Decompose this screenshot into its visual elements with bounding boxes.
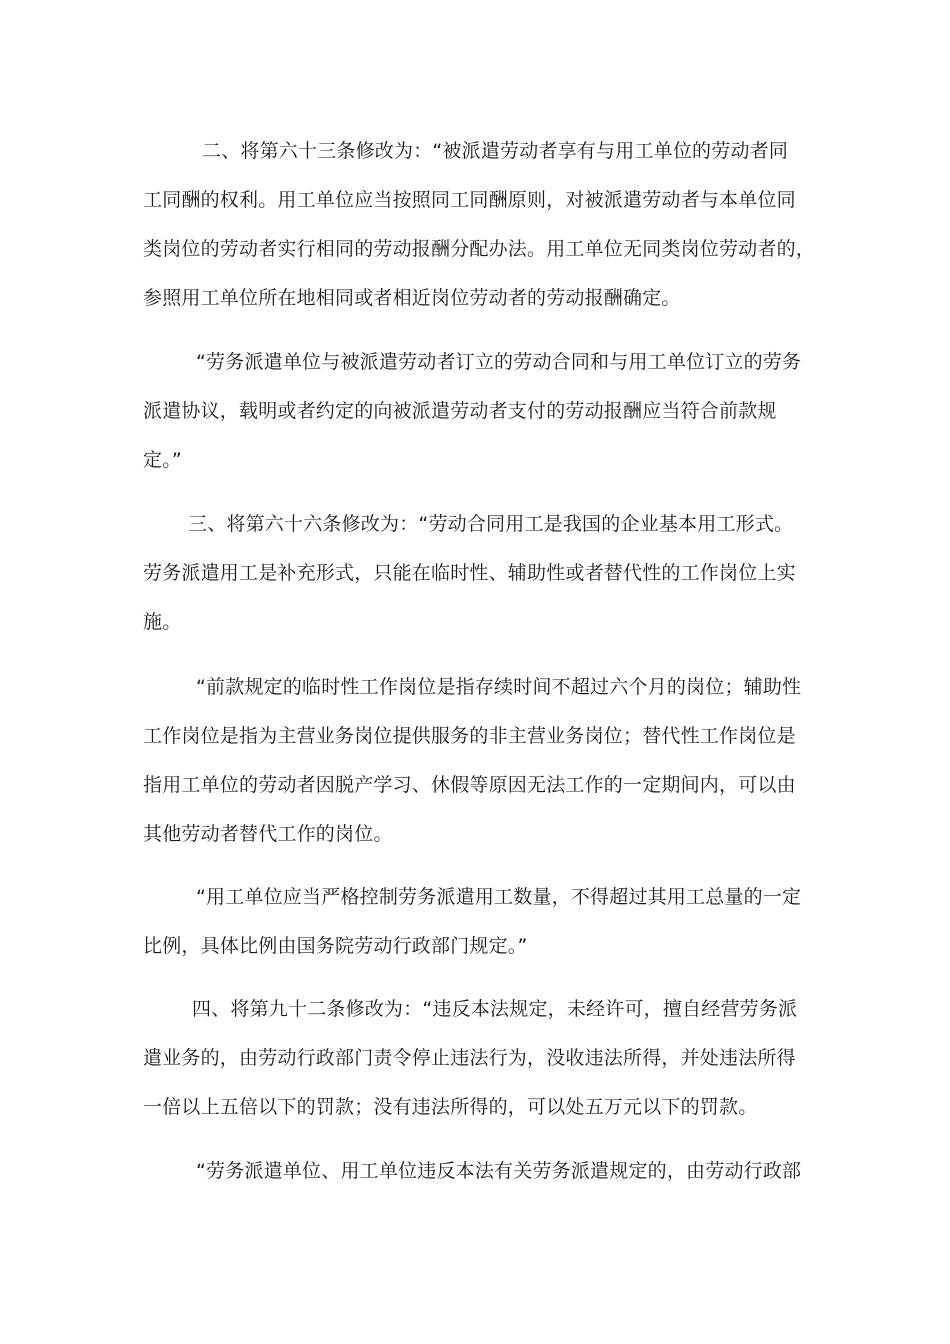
text-line: 一倍以上五倍以下的罚款；没有违法所得的，可以处五万元以下的罚款。 [143,1096,758,1118]
text-line: “劳务派遣单位、用工单位违反本法有关劳务派遣规定的，由劳动行政部 [196,1160,802,1182]
paragraph-position-definitions [143,663,823,859]
text-line: 比例，具体比例由国务院劳动行政部门规定。” [143,935,528,957]
text-line: 工作岗位是指为主营业务岗位提供服务的非主营业务岗位；替代性工作岗位是 [143,725,796,747]
text-line: “前款规定的临时性工作岗位是指存续时间不超过六个月的岗位；辅助性 [196,676,802,698]
text-line: 劳务派遣用工是补充形式，只能在临时性、辅助性或者替代性的工作岗位上实 [143,562,796,584]
text-line: 定。” [143,449,182,471]
paragraph-dispatch-agreement [143,338,823,485]
paragraph-dispatch-violation [143,1147,823,1196]
text-line: 遣业务的，由劳动行政部门责令停止违法行为，没收违法所得，并处违法所得 [143,1047,796,1069]
paragraph-article-66 [143,500,823,647]
text-line: 参照用工单位所在地相同或者相近岗位劳动者的劳动报酬确定。 [143,287,681,309]
text-line: 指用工单位的劳动者因脱产学习、休假等原因无法工作的一定期间内，可以由 [143,774,796,796]
paragraph-article-63 [143,127,823,323]
text-line: 四、将第九十二条修改为：“违反本法规定，未经许可，擅自经营劳务派 [192,998,798,1020]
text-line: 工同酬的权利。用工单位应当按照同工同酬原则，对被派遣劳动者与本单位同 [143,189,796,211]
text-line: 三、将第六十六条修改为：“劳动合同用工是我国的企业基本用工形式。 [188,513,794,535]
text-line: “用工单位应当严格控制劳务派遣用工数量，不得超过其用工总量的一定 [196,886,802,908]
text-line: 派遣协议，载明或者约定的向被派遣劳动者支付的劳动报酬应当符合前款规 [143,400,777,422]
text-line: 二、将第六十三条修改为：“被派遣劳动者享有与用工单位的劳动者同 [202,140,789,162]
text-line: 其他劳动者替代工作的岗位。 [143,823,393,845]
text-line: 施。 [143,611,182,633]
text-line: 类岗位的劳动者实行相同的劳动报酬分配办法。用工单位无同类岗位劳动者的， [143,238,816,260]
paragraph-article-92 [143,985,823,1132]
text-line: “劳务派遣单位与被派遣劳动者订立的劳动合同和与用工单位订立的劳务 [196,351,802,373]
paragraph-dispatch-quantity [143,873,823,971]
